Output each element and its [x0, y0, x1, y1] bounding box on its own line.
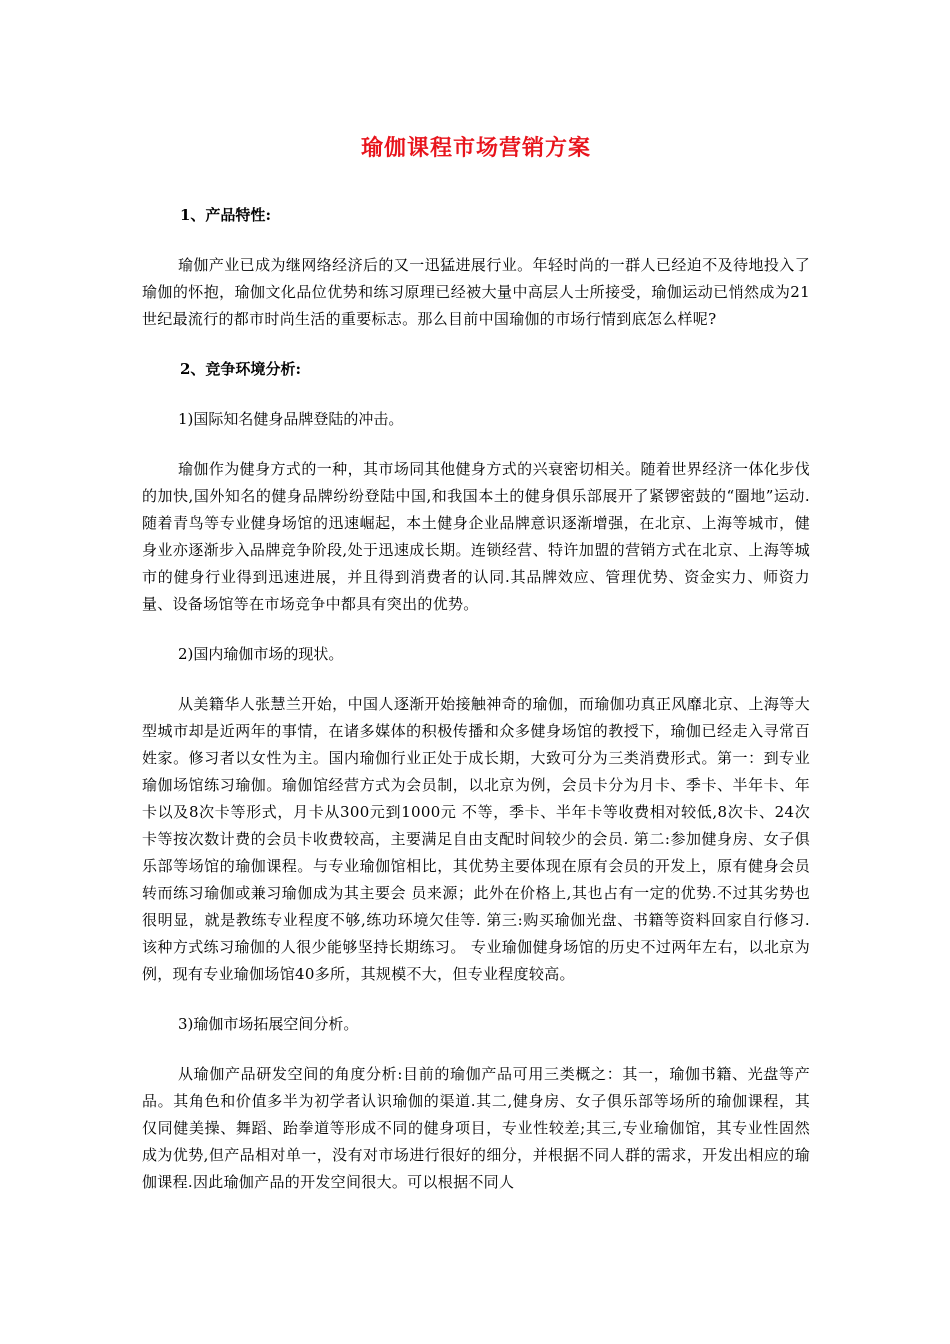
document-title: 瑜伽课程市场营销方案: [360, 135, 591, 161]
subheading-expansion-space: 3)瑜伽市场拓展空间分析。: [178, 1015, 359, 1033]
paragraph-international-brands: 瑜伽作为健身方式的一种，其市场同其他健身方式的兴衰密切相关。随着世界经济一体化步伐的加快,国外知名的健身品牌纷纷登陆中国,和我国本土的健身俱乐部展开了紧锣密鼓的“圈地”运动.随着青鸟等专业健身场馆的迅速崛起，本土健身企业品牌意识逐渐增强，在北京、上海等城市，健身业亦逐渐步入品牌竞争阶段,处于迅速成长期。连锁经营、特许加盟的营销方式在北京、上海等城市的健身行业得到迅速进展，并且得到消费者的认同.其品牌效应、管理优势、资金实力、师资力量、设备场馆等在市场竞争中都具有突出的优势。: [142, 460, 810, 613]
section-heading-competition: 2、竞争环境分析:: [180, 360, 301, 378]
section-heading-product-features: 1、产品特性:: [180, 206, 271, 224]
paragraph-domestic-market: 从美籍华人张慧兰开始，中国人逐渐开始接触神奇的瑜伽，而瑜伽功真正风靡北京、上海等大型城市却是近两年的事情，在诸多媒体的积极传播和众多健身场馆的教授下，瑜伽已经走入寻常百姓家。修习者以女性为主。国内瑜伽行业正处于成长期，大致可分为三类消费形式。第一：到专业瑜伽场馆练习瑜伽。瑜伽馆经营方式为会员制，以北京为例，会员卡分为月卡、季卡、半年卡、年卡以及8次卡等形式，月卡从300元到1000元 不等，季卡、半年卡等收费相对较低,8次卡、24次卡等按次数计费的会员卡收费较高，主要满足自由支配时间较少的会员. 第二:参加健身房、女子俱乐部等场馆的瑜伽课程。与专业瑜伽馆相比，其优势主要体现在原有会员的开发上，原有健身会员转而练习瑜伽或兼习瑜伽成为其主要会 员来源；此外在价格上,其也占有一定的优势.不过其劣势也很明显，就是教练专业程度不够,练功环境欠佳等. 第三:购买瑜伽光盘、书籍等资料回家自行修习.该种方式练习瑜伽的人很少能够坚持长期练习。 专业瑜伽健身场馆的历史不过两年左右，以北京为例，现有专业瑜伽场馆40多所，其规模不大，但专业程度较高。: [142, 695, 811, 983]
paragraph-product-features: 瑜伽产业已成为继网络经济后的又一迅猛进展行业。年轻时尚的一群人已经迫不及待地投入了瑜伽的怀抱，瑜伽文化品位优势和练习原理已经被大量中高层人士所接受，瑜伽运动已悄然成为21世纪最流行的都市时尚生活的重要标志。那么目前中国瑜伽的市场行情到底怎么样呢?: [142, 256, 810, 328]
subheading-domestic-market: 2)国内瑜伽市场的现状。: [178, 645, 344, 663]
document-page: [142, 128, 810, 1219]
subheading-international-brands: 1)国际知名健身品牌登陆的冲击。: [178, 410, 404, 428]
paragraph-expansion-space: 从瑜伽产品研发空间的角度分析:目前的瑜伽产品可用三类概之：其一，瑜伽书籍、光盘等产品。其角色和价值多半为初学者认识瑜伽的渠道.其二,健身房、女子俱乐部等场所的瑜伽课程，其仅同健美操、舞蹈、跆拳道等形成不同的健身项目，专业性较差;其三,专业瑜伽馆，其专业性固然成为优势,但产品相对单一，没有对市场进行很好的细分，并根据不同人群的需求，开发出相应的瑜伽课程.因此瑜伽产品的开发空间很大。可以根据不同人: [142, 1065, 810, 1191]
